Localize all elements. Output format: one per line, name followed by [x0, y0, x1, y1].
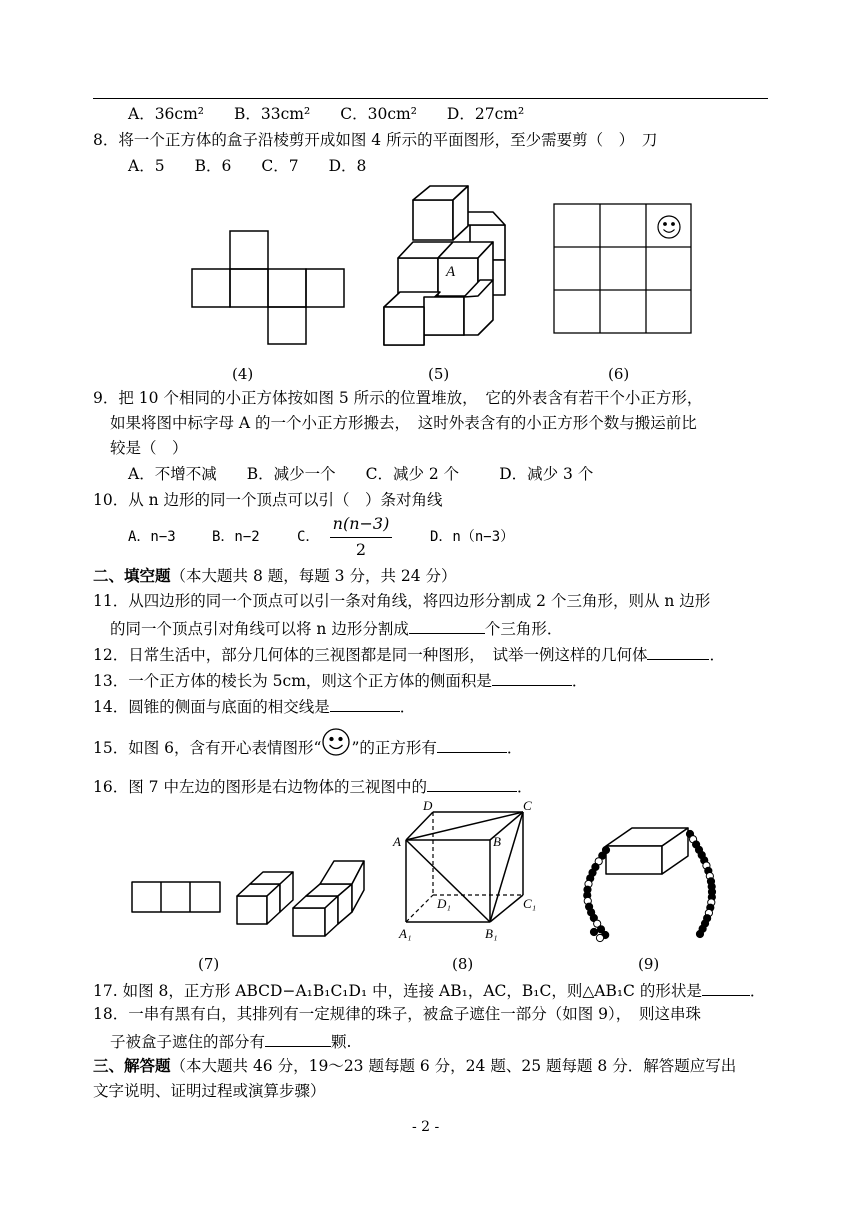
fig8-label-c: C [523, 798, 532, 813]
q14-answer-blank[interactable] [330, 695, 400, 712]
q8-option-d: D．8 [328, 157, 367, 175]
bead-string-right [686, 830, 715, 937]
q9-line-2: 如果将图中标字母 A 的一个小正方形搬去， 这时外表含有的小正方形个数与搬运前比 [110, 414, 697, 432]
figure-8-cube [393, 800, 543, 945]
q16-end: ． [516, 778, 533, 796]
figure-6-grid [553, 203, 693, 335]
caption-figure-5: (5) [428, 365, 450, 383]
q13-text: 13．一个正方体的棱长为 5cm，则这个正方体的侧面积是 [93, 672, 492, 690]
q9-line-1: 9．把 10 个相同的小正方体按如图 5 所示的位置堆放， 它的外表含有若干个小正方形， [93, 389, 703, 407]
caption-figure-9: (9) [638, 955, 660, 973]
q15-line [93, 735, 522, 758]
q18-line-2a: 子被盒子遮住的部分有 [110, 1033, 266, 1051]
q7-option-d: D．27cm² [446, 105, 525, 123]
q14-text: 14．圆锥的侧面与底面的相交线是 [93, 698, 330, 716]
q10-option-d: D．n（n−3） [430, 529, 515, 545]
q16-answer-blank[interactable] [427, 775, 517, 792]
q10-option-a: A．n−3 [128, 529, 176, 545]
q11-line-1: 11．从四边形的同一个顶点可以引一条对角线，将四边形分割成 2 个三角形，则从 n 边形 [93, 592, 711, 610]
q10-option-c-numerator: n(n−3) [332, 514, 390, 533]
q8-option-c: C．7 [261, 157, 299, 175]
fig8-label-b1: B₁ [485, 926, 498, 941]
smiley-face-icon [321, 729, 351, 759]
q10-text: 10．从 n 边形的同一个顶点可以引（ ）条对角线 [93, 491, 443, 509]
caption-figure-4: (4) [232, 365, 254, 383]
section-3-line-2: 文字说明、证明过程或演算步骤） [93, 1082, 326, 1100]
section-2-note: （本大题共 8 题，每题 3 分，共 24 分） [170, 567, 457, 585]
fig8-label-a: A [393, 834, 401, 849]
figure-4-cube-net [190, 230, 350, 345]
bead [696, 930, 703, 937]
q9-line-3: 较是（ ） [110, 439, 188, 457]
section-3-heading [93, 1056, 736, 1076]
page-number: - 2 - [412, 1119, 440, 1135]
q13-line [93, 669, 587, 691]
fig8-label-c1: C₁ [523, 896, 537, 911]
q9-options [128, 464, 623, 484]
q12-text: 12．日常生活中，部分几何体的三视图都是同一种图形， 试举一例这样的几何体 [93, 646, 648, 664]
section-2-title: 二、填空题 [93, 566, 171, 585]
smiley-face-icon [658, 216, 680, 238]
q10-option-c-label: C． [297, 529, 320, 545]
q8-text: 8．将一个正方体的盒子沿棱剪开成如图 4 所示的平面图形，至少需要剪（ ） 刀 [93, 131, 658, 149]
bead [590, 928, 597, 935]
q15-text-b: ”的正方形有 [351, 739, 437, 757]
fig8-label-b: B [493, 834, 501, 849]
q9-option-d: D．减少 3 个 [499, 465, 594, 483]
fig8-label-d1: D₁ [437, 896, 451, 911]
q12-end: ． [709, 646, 725, 664]
caption-figure-6: (6) [608, 365, 630, 383]
q13-answer-blank[interactable] [492, 669, 572, 686]
q15-answer-blank[interactable] [437, 736, 507, 753]
q16-text: 16．图 7 中左边的图形是右边物体的三视图中的 [93, 778, 427, 796]
figure-9-box-beads [570, 820, 730, 945]
section-3-note: （本大题共 46 分，19～23 题每题 6 分，24 题、25 题每题 8 分．解答题应写出 [170, 1057, 737, 1075]
q7-option-a: A．36cm² [128, 105, 205, 123]
q9-option-b: B．减少一个 [246, 465, 336, 483]
q7-option-b: B．33cm² [234, 105, 311, 123]
q17-end: ． [749, 982, 766, 1000]
q8-option-a: A．5 [128, 157, 165, 175]
q17-text: 17. 如图 8，正方形 ABCD−A₁B₁C₁D₁ 中，连接 AB₁，AC，B₁C，则△AB₁C 的形状是 [93, 982, 702, 1000]
section-3-title: 三、解答题 [93, 1056, 171, 1075]
q18-line-1: 18．一串有黑有白，其排列有一定规律的珠子，被盒子遮住一部分（如图 9）， 则这串珠 [93, 1005, 702, 1023]
q11-answer-blank[interactable] [409, 617, 485, 634]
q18-answer-blank[interactable] [265, 1030, 331, 1047]
q17-answer-blank[interactable] [702, 979, 750, 996]
q11-line-2 [110, 617, 562, 639]
caption-figure-7: (7) [198, 955, 220, 973]
q14-end: ． [399, 698, 416, 716]
fig8-label-a1: A₁ [399, 926, 412, 941]
q10-fraction-bar [330, 537, 392, 538]
bead [596, 934, 603, 941]
section-2-heading [93, 566, 457, 586]
fig8-label-d: D [423, 798, 433, 813]
q10-option-c-denominator: 2 [355, 540, 367, 559]
q8-option-b: B．6 [194, 157, 232, 175]
q7-options [128, 104, 554, 124]
q12-answer-blank[interactable] [647, 643, 709, 660]
q14-line [93, 695, 415, 717]
q17-line [93, 979, 765, 1001]
q15-text-a: 15．如图 6，含有开心表情图形“ [93, 739, 322, 757]
q13-end: ． [571, 672, 588, 690]
q18-line-2 [110, 1030, 351, 1052]
q11-line-2a: 的同一个顶点引对角线可以将 n 边形分割成 [110, 620, 409, 638]
figure-5-stacked-cubes [380, 180, 515, 350]
q7-option-c: C．30cm² [340, 105, 417, 123]
q10-option-b: B．n−2 [212, 529, 260, 545]
q18-line-2b: 颗. [331, 1033, 352, 1051]
q12-line [93, 643, 725, 665]
header-rule [93, 98, 768, 99]
caption-figure-8: (8) [452, 955, 474, 973]
q16-line [93, 775, 532, 797]
q9-option-c: C．减少 2 个 [365, 465, 460, 483]
q8-options [128, 156, 396, 176]
q15-end: ． [506, 739, 523, 757]
q9-option-a: A．不增不减 [128, 465, 217, 483]
figure-5-label-a: A [446, 264, 456, 280]
q11-line-2b: 个三角形． [484, 620, 563, 638]
figure-7-three-views [130, 860, 370, 940]
